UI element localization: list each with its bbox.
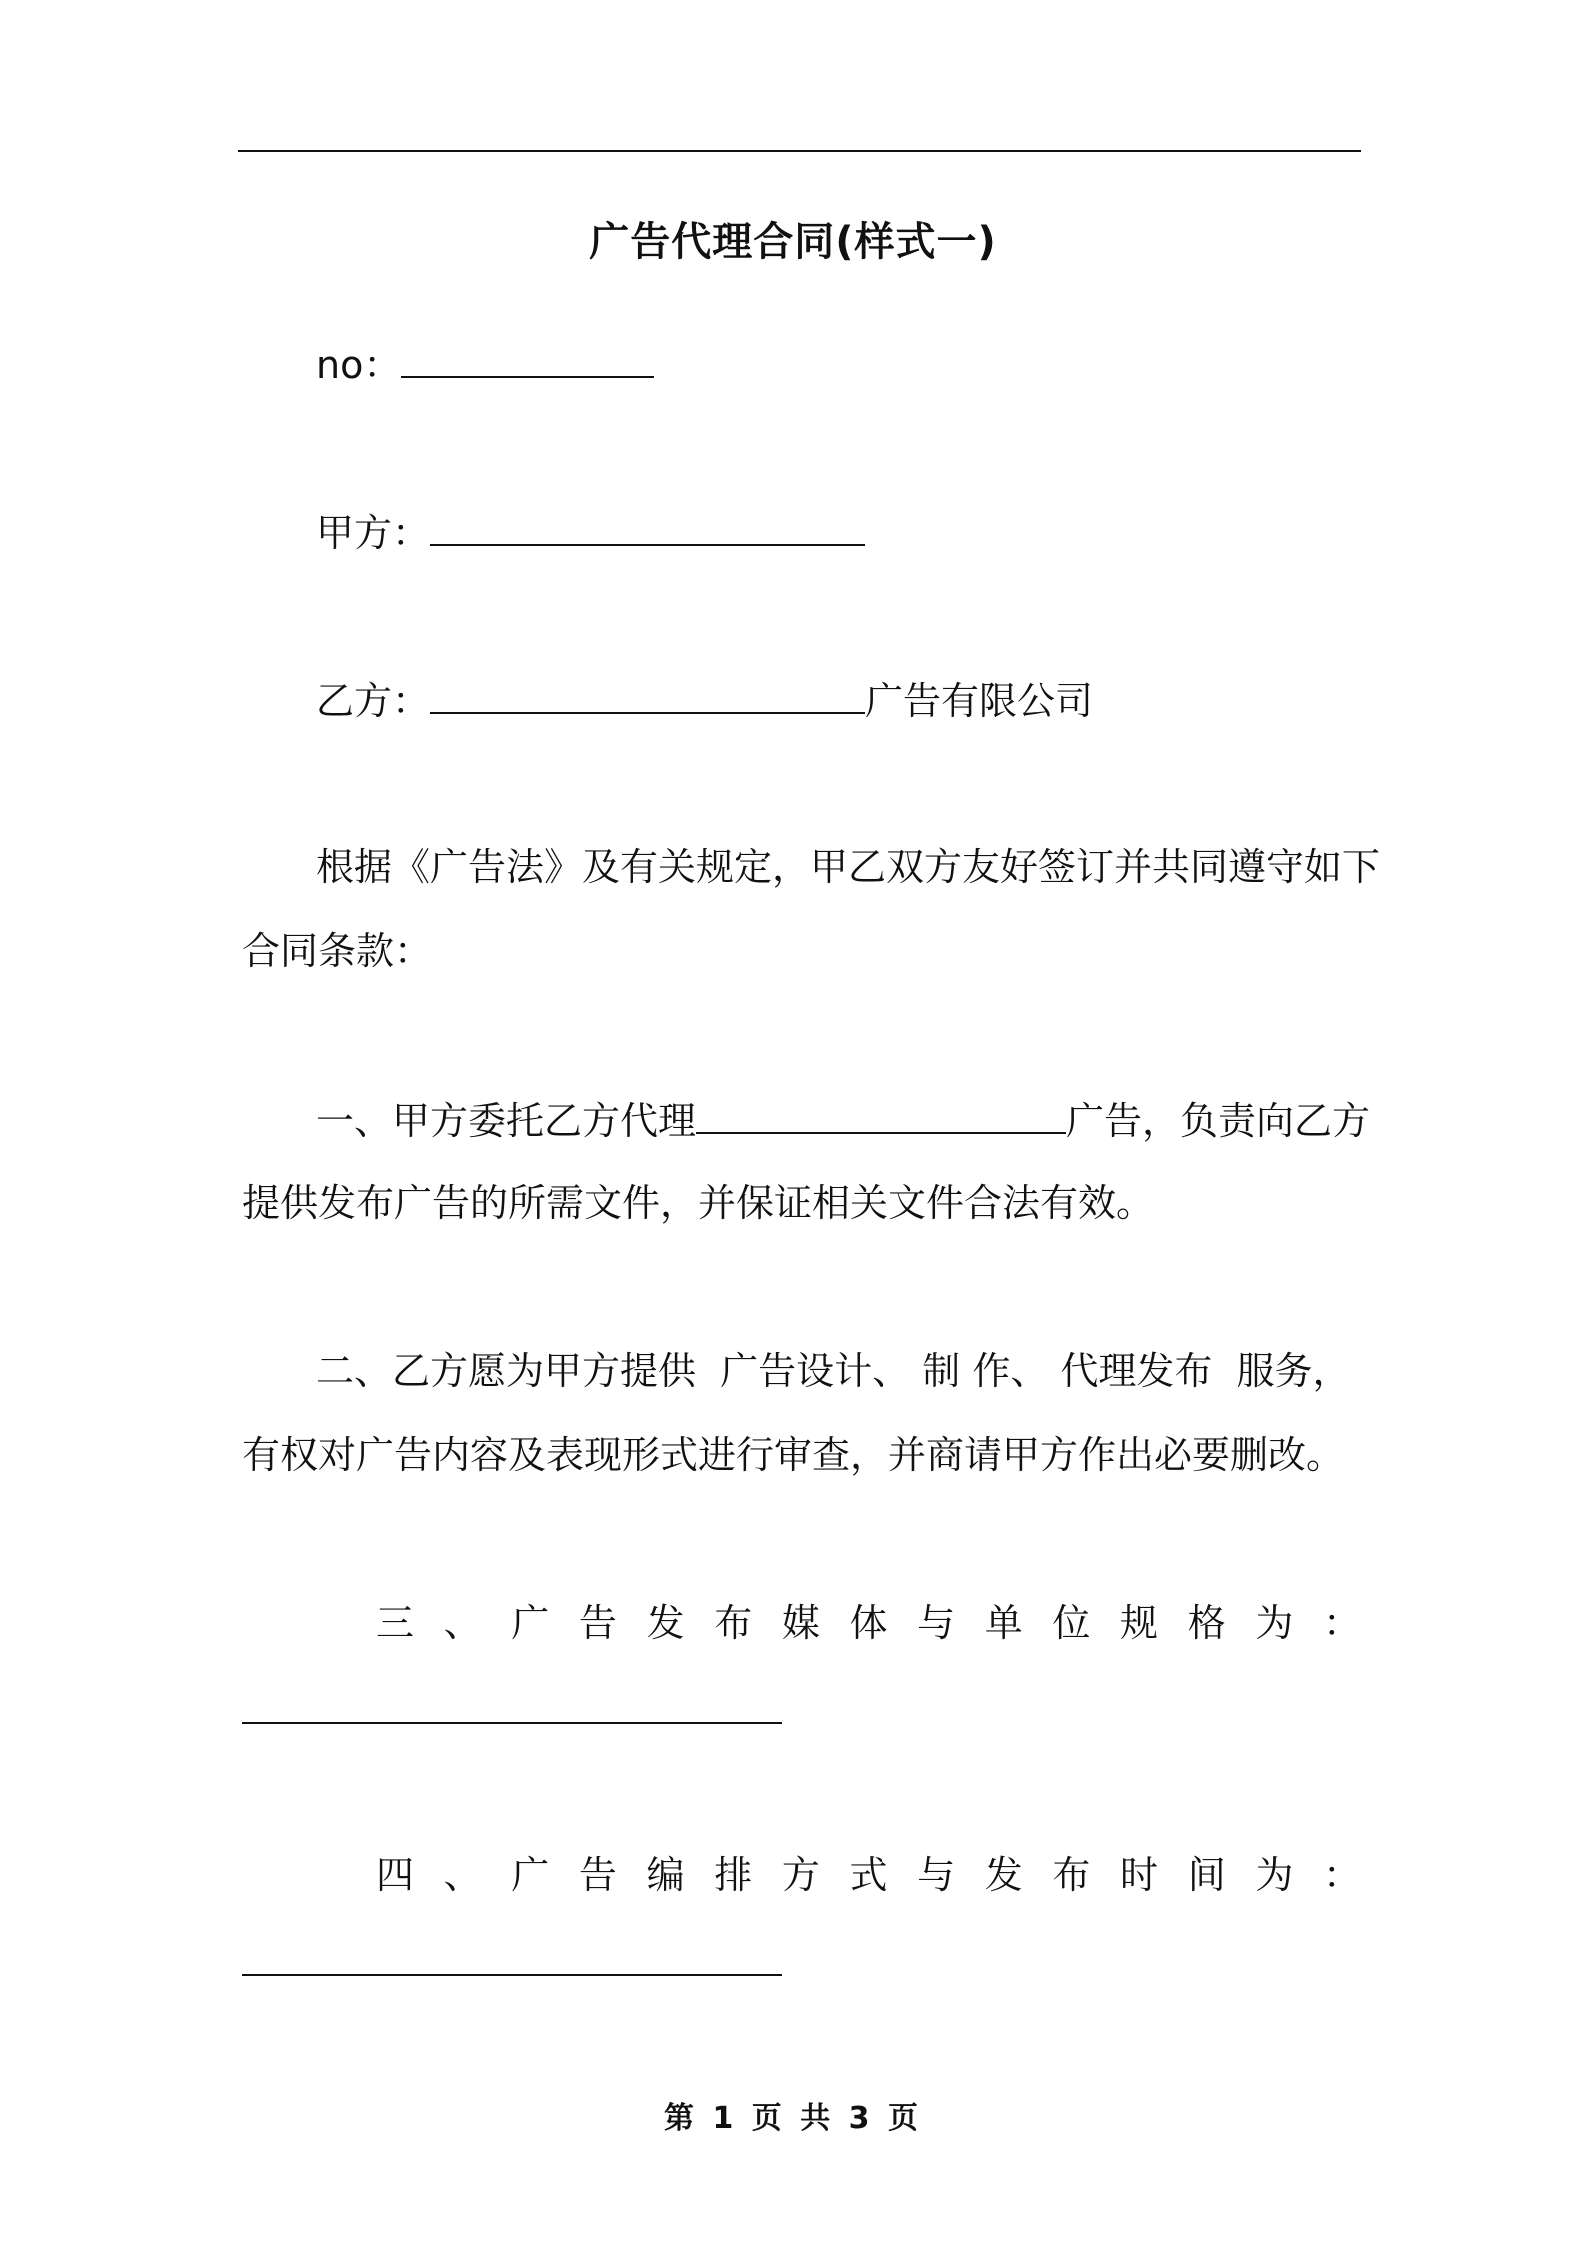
clause-3-heading-char: 规 [1120, 1601, 1159, 1645]
clause-3-heading-char: ： [1322, 1601, 1361, 1645]
contract-number-row [316, 338, 654, 390]
clause-4-heading-char: 告 [578, 1853, 617, 1897]
party-a-row [316, 506, 865, 558]
clause-3-heading-char: 布 [714, 1601, 753, 1645]
clause-4-heading-char: 广 [511, 1853, 550, 1897]
clause-3-heading-char: 广 [511, 1601, 550, 1645]
clause-4-heading-char: 发 [984, 1853, 1023, 1897]
clause-4-blank[interactable] [242, 1974, 782, 1976]
party-a-blank[interactable] [430, 506, 865, 546]
clause-4-heading-char: 间 [1187, 1853, 1226, 1897]
clause-3-heading-char: 体 [849, 1601, 888, 1645]
clause-3-heading [376, 1598, 1361, 1648]
header-rule [238, 150, 1361, 152]
clause-3-heading-char: 媒 [781, 1601, 820, 1645]
clause-3-heading-char: 、 [443, 1601, 482, 1645]
intro-line-2: 合同条款： [242, 929, 433, 973]
party-a-label: 甲方： [316, 511, 431, 555]
clause-4-heading-char: 方 [781, 1853, 820, 1897]
party-b-label: 乙方： [316, 679, 431, 723]
party-b-blank[interactable] [430, 674, 865, 714]
intro-line-1: 根据《广告法》及有关规定，甲乙双方友好签订并共同遵守如下 [316, 845, 1381, 889]
clause-3-heading-char: 告 [578, 1601, 617, 1645]
party-b-suffix: 广告有限公司 [865, 679, 1094, 723]
party-b-row [316, 674, 1093, 726]
page-footer: 第 1 页 共 3 页 [664, 2101, 922, 2136]
clause-1-suffix: 广告，负责向乙方 [1066, 1099, 1371, 1143]
contract-number-blank[interactable] [401, 338, 654, 378]
clause-4-heading-char: 排 [714, 1853, 753, 1897]
clause-4-heading-char: 四 [376, 1853, 415, 1897]
clause-4-heading [376, 1850, 1361, 1900]
clause-1-prefix: 一、甲方委托乙方代理 [316, 1099, 697, 1143]
clause-3-heading-char: 格 [1187, 1601, 1226, 1645]
clause-4-heading-char: ： [1322, 1853, 1361, 1897]
clause-2-line-2: 有权对广告内容及表现形式进行审查，并商请甲方作出必要删改。 [242, 1433, 1345, 1477]
clause-3-blank[interactable] [242, 1722, 782, 1724]
clause-3-heading-char: 单 [984, 1601, 1023, 1645]
contract-number-label: no： [316, 343, 402, 387]
clause-3-heading-char: 与 [917, 1601, 956, 1645]
clause-1-line-2: 提供发布广告的所需文件，并保证相关文件合法有效。 [242, 1181, 1155, 1225]
clause-3-heading-char: 位 [1052, 1601, 1091, 1645]
clause-1-blank[interactable] [696, 1094, 1066, 1134]
clause-3-heading-char: 三 [376, 1601, 415, 1645]
clause-4-heading-char: 与 [917, 1853, 956, 1897]
clause-1-line-1 [316, 1094, 1370, 1146]
clause-2-line-1: 二、乙方愿为甲方提供 广告设计、 制 作、 代理发布 服务， [316, 1349, 1351, 1393]
clause-3-heading-char: 为 [1255, 1601, 1294, 1645]
clause-4-heading-char: 式 [849, 1853, 888, 1897]
clause-4-heading-char: 编 [646, 1853, 685, 1897]
clause-3-heading-char: 发 [646, 1601, 685, 1645]
clause-4-heading-char: 布 [1052, 1853, 1091, 1897]
clause-4-heading-char: 、 [443, 1853, 482, 1897]
clause-4-heading-char: 时 [1120, 1853, 1159, 1897]
document-title: 广告代理合同(样式一) [589, 219, 997, 265]
clause-4-heading-char: 为 [1255, 1853, 1294, 1897]
